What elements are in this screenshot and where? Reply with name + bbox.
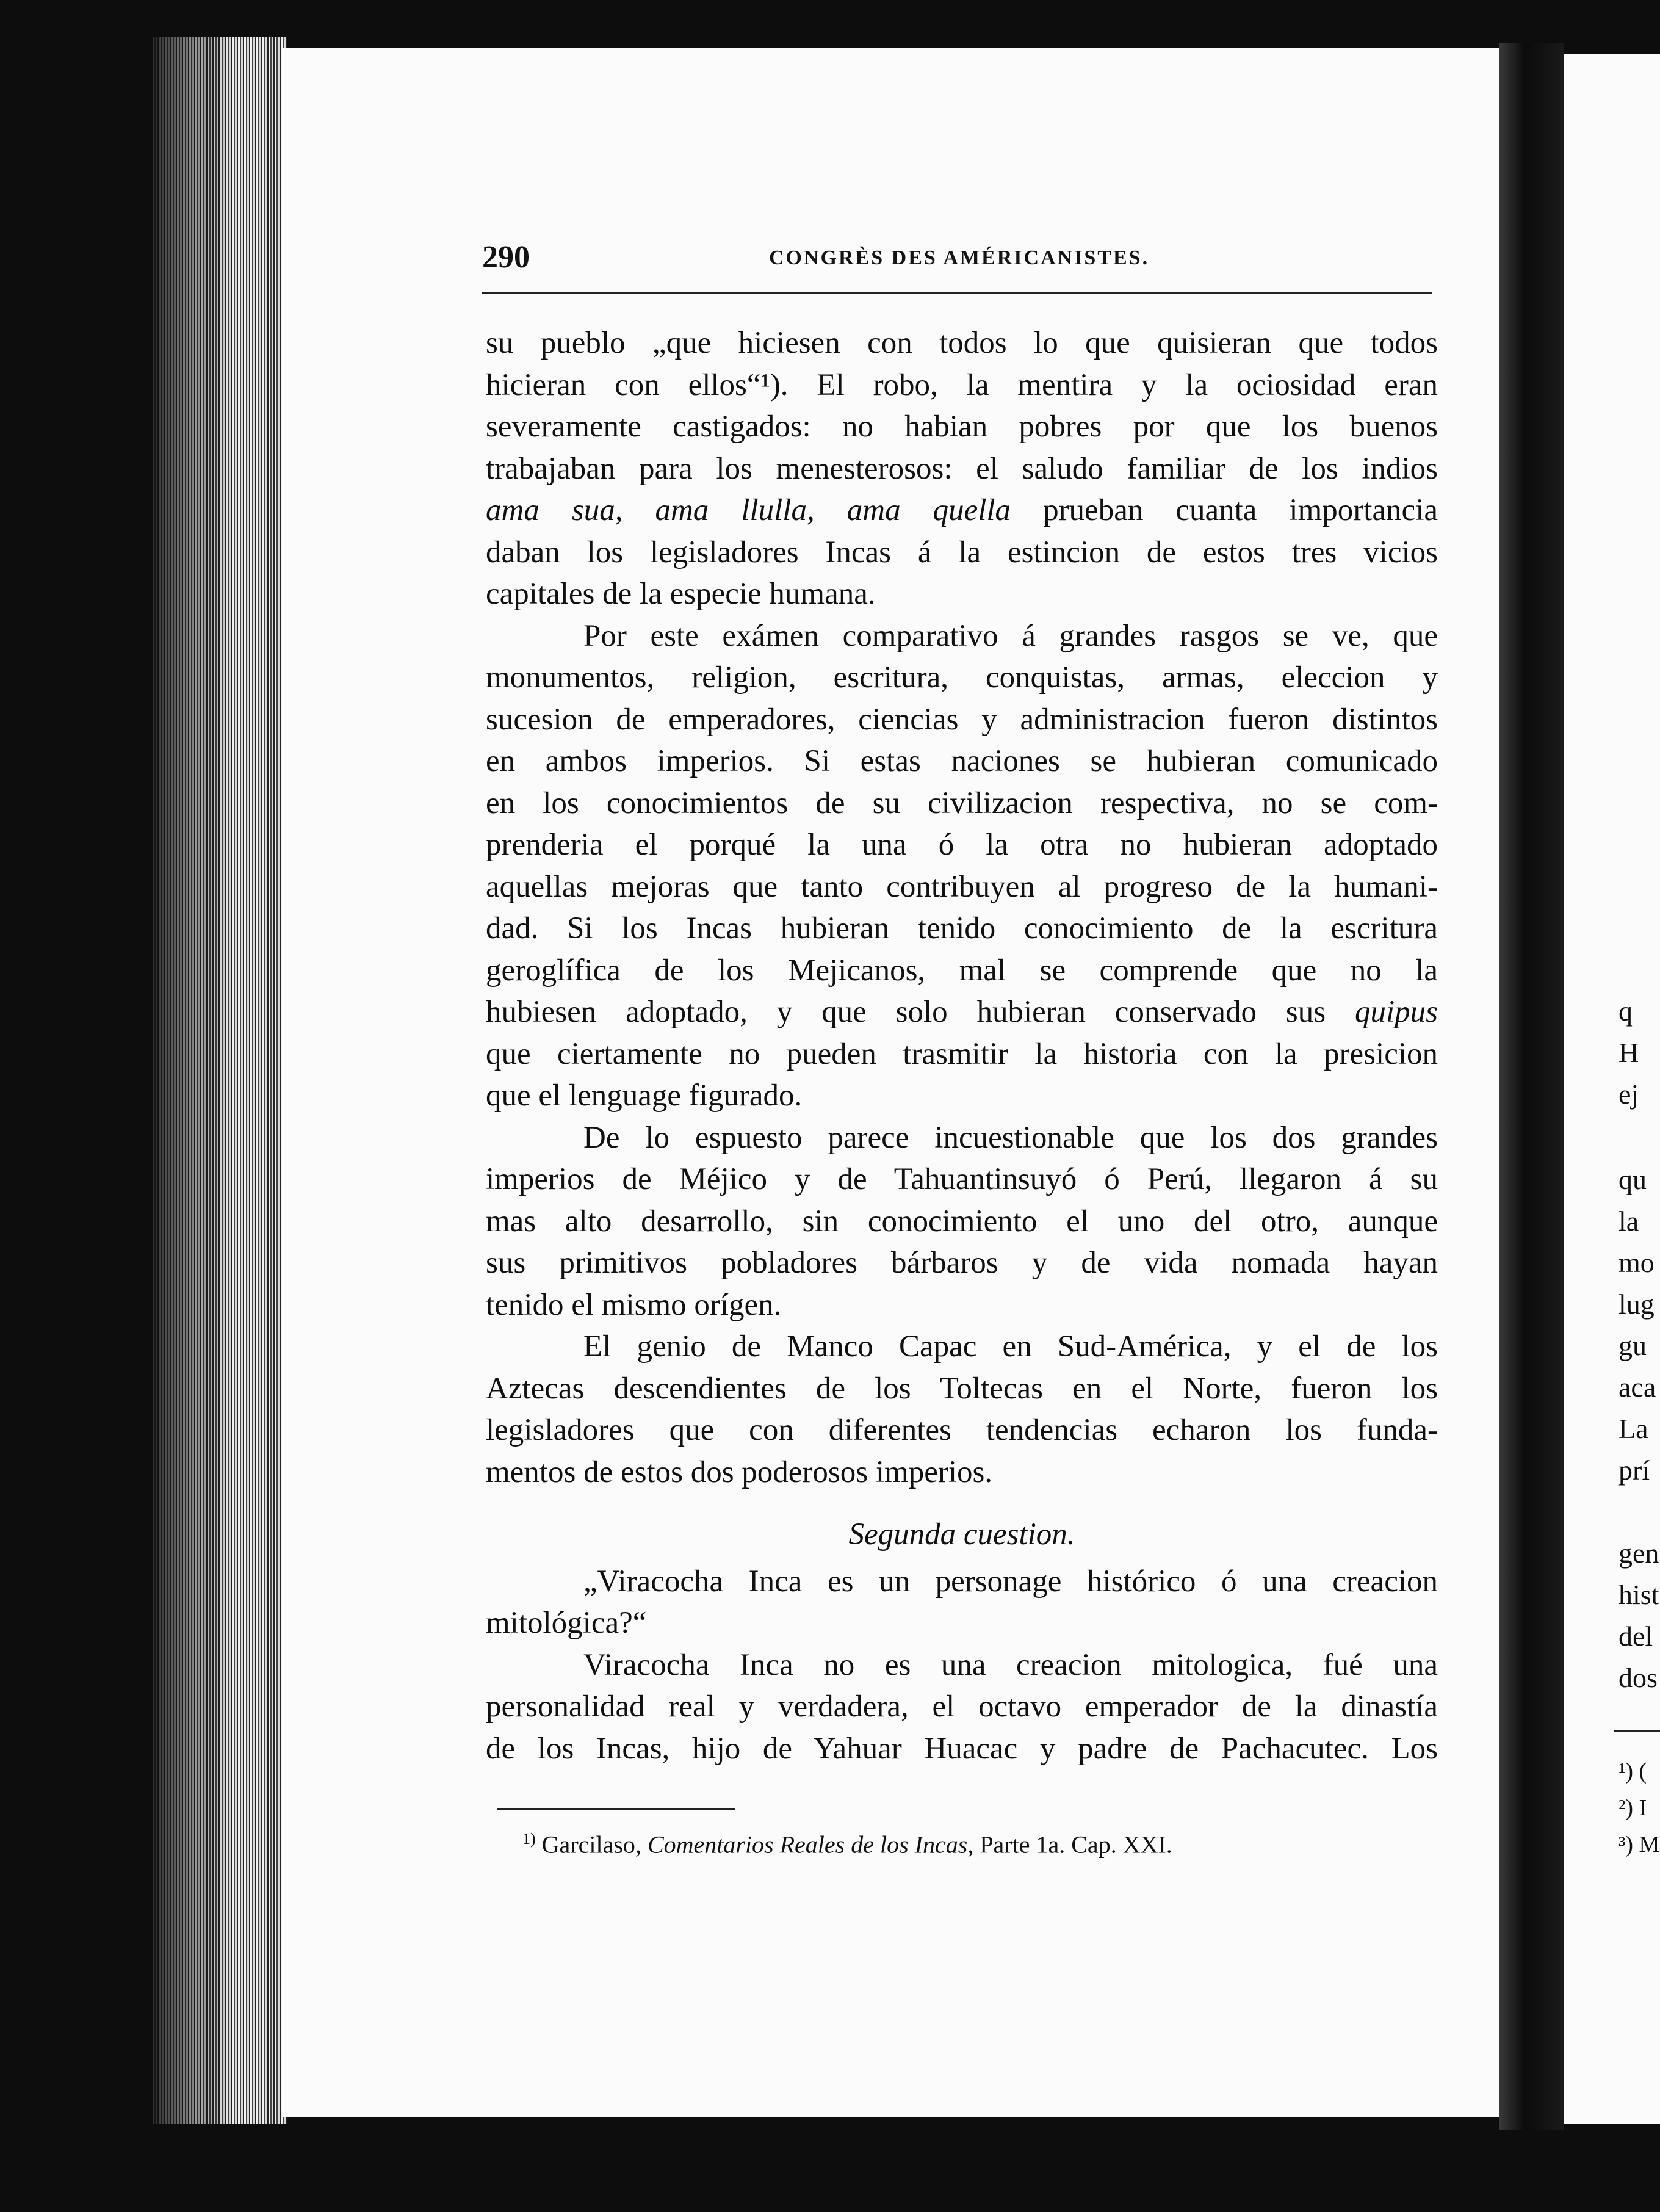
text-line: de los Incas, hijo de Yahuar Huacac y padre de Pachacutec. Los [486,1731,1438,1766]
facing-page-footnote-rule [1614,1730,1660,1732]
text-line: geroglífica de los Mejicanos, mal se comprende que no la [486,953,1438,988]
italic-phrase: Comentarios Reales de los Incas [647,1831,968,1859]
text-line: su pueblo „que hiciesen con todos lo que quisieran que todos [486,326,1438,360]
text-line: ama sua, ama llulla, ama quella prueban cuanta importancia [486,493,1438,527]
text-line: monumentos, religion, escritura, conquistas, armas, eleccion y [486,660,1438,695]
facing-page-fragment: del [1619,1621,1653,1652]
facing-page-footnote: ³) M [1619,1832,1660,1857]
facing-page-fragment: dos [1619,1662,1658,1693]
text-line: hicieran con ellos“¹). El robo, la mentira y la ociosidad eran [486,367,1438,402]
text-line: sucesion de emperadores, ciencias y administracion fueron distintos [486,702,1438,737]
facing-page-fragment: H [1619,1037,1639,1068]
book-gutter [1499,43,1564,2130]
text-line: Viracocha Inca no es una creacion mitologica, fué una [583,1647,1438,1682]
facing-page-fragment: aca [1619,1372,1656,1403]
text-line: trabajaban para los menesterosos: el saludo familiar de los indios [486,451,1438,486]
running-head: CONGRÈS DES AMÉRICANISTES. [769,247,1150,269]
facing-page-fragment: la [1619,1205,1639,1237]
text-line: mentos de estos dos poderosos imperios. [486,1455,993,1489]
text-line: tenido el mismo orígen. [486,1287,782,1322]
facing-page-fragment: mo [1619,1247,1655,1278]
facing-page-fragment: gu [1619,1330,1647,1361]
text-line: en los conocimientos de su civilizacion respectiva, no se com- [486,786,1438,820]
text-line: dad. Si los Incas hubieran tenido conocimiento de la escritura [486,911,1438,945]
text-line: legisladores que con diferentes tendencias echaron los funda- [486,1413,1438,1447]
text-line: mitológica?“ [486,1606,647,1640]
facing-page-fragment: prí [1619,1455,1650,1486]
text-line: „Viracocha Inca es un personage histórico ó una creacion [583,1564,1438,1599]
text-line: prenderia el porqué la una ó la otra no hubieran adoptado [486,828,1438,862]
text-line: que ciertamente no pueden trasmitir la historia con la presicion [486,1036,1438,1071]
facing-page-fragment: gen [1619,1538,1659,1569]
facing-page-fragment: La [1619,1413,1648,1444]
text-line: hubiesen adoptado, y que solo hubieran conservado sus quipus [486,995,1438,1029]
header-rule [482,292,1432,294]
body-text [486,322,1438,1769]
text-line: severamente castigados: no habian pobres por que los buenos [486,410,1438,444]
facing-page-fragment: hist [1619,1579,1659,1610]
facing-page-footnote: ²) I [1619,1795,1647,1821]
footnote [522,1830,1172,1859]
text-line: en ambos imperios. Si estas naciones se hubieran comunicado [486,744,1438,778]
text-line: mas alto desarrollo, sin conocimiento el uno del otro, aunque [486,1204,1438,1238]
text-line: capitales de la especie humana. [486,577,876,611]
text-line: aquellas mejoras que tanto contribuyen al progreso de la humani- [486,869,1438,904]
page-header [482,239,1434,282]
facing-page-fragment: qu [1619,1164,1647,1195]
text-line: Por este exámen comparativo á grandes rasgos se ve, que [583,618,1438,653]
text-line: Aztecas descendientes de los Toltecas en el Norte, fueron los [486,1371,1438,1406]
footnote-text: Garcilaso, Comentarios Reales de los Incas, Parte 1a. Cap. XXI. [541,1831,1172,1859]
page-stack-shadow [153,37,287,2124]
facing-page-fragment: q [1619,996,1633,1027]
page-number: 290 [482,240,530,275]
text-line: daban los legisladores Incas á la estincion de estos tres vicios [486,535,1438,569]
section-heading: Segunda cuestion. [848,1517,1075,1552]
text-line: De lo espuesto parece incuestionable que los dos grandes [583,1120,1438,1155]
italic-phrase: quipus [1354,995,1438,1029]
footnote-rule [497,1808,735,1810]
footnote-marker: 1) [522,1830,536,1848]
text-line: imperios de Méjico y de Tahuantinsuyó ó Perú, llegaron á su [486,1162,1438,1196]
text-line: que el lenguage figurado. [486,1079,803,1113]
text-line: personalidad real y verdadera, el octavo emperador de la dinastía [486,1690,1438,1724]
text-line: sus primitivos pobladores bárbaros y de vida nomada hayan [486,1246,1438,1280]
facing-page-fragment: lug [1619,1289,1655,1320]
facing-page-footnote: ¹) ( [1619,1758,1647,1784]
facing-page-fragment: ej [1619,1079,1639,1110]
text-line: El genio de Manco Capac en Sud-América, y el de los [583,1329,1438,1364]
italic-phrase: ama sua, ama llulla, ama quella [486,493,1011,527]
